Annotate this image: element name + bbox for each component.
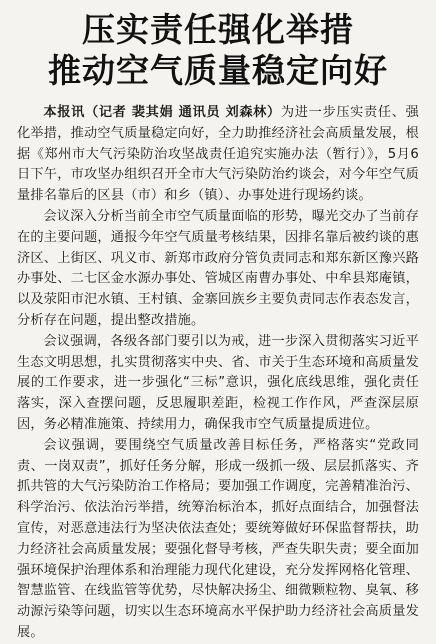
paragraph-1-text: 为进一步压实责任、强化举措，推动空气质量稳定向好，全力助推经济社会高质量发展，根据《郑州市大气污染防治攻坚战责任追究实施办法（暂行）》，5月6日下午，市攻坚办组织召开全市大气污染防治约谈会，对今年空气质量排名靠后的区县（市）和乡（镇）、办事处进行现场约谈。 [17, 105, 419, 204]
headline-line-1: 压实责任强化举措 [82, 10, 354, 49]
paragraph-4: 会议强调，要围绕空气质量改善目标任务，严格落实“党政同责、一岗双责”，抓好任务分解，形成一级抓一级、层层抓落实、齐抓共管的大气污染防治工作格局；要加强工作调度，完善精准治污、科学治污、依法治污举措，统筹治标治本，抓好点面结合，加强督法宣传，对恶意违法行为坚决依法查处；要统筹做好环保监督帮扶，助力经济社会高质量发展；要强化督导考核，严查失职失责；要全面加强环境保护治理体系和治理能力现代化建设，充分发挥网格化管理、智慧监管、在线监管等优势，尽快解决扬尘、细微颗粒物、臭氧、移动源污染等问题，切实以生态环境高水平保护助力经济社会高质量发展。 [17, 437, 419, 640]
byline: 本报讯（记者 裴其娟 通讯员 刘森林） [43, 105, 281, 120]
article-body [17, 103, 419, 644]
paragraph-3: 会议强调，各级各部门要引以为戒，进一步深入贯彻落实习近平生态文明思想，扎实贯彻落实中央、省、市关于生态环境和高质量发展的工作要求，进一步强化“三标”意识，强化底线思维，强化责任落实，深入查摆问题，反思履职差距，检视工作作风，严查深层原因，务必精准施策、持续用力，确保我市空气质量提质进位。 [17, 333, 419, 432]
paragraph-2: 会议深入分析当前全市空气质量面临的形势，曝光交办了当前存在的主要问题，通报今年空气质量考核结果，因排名靠后被约谈的惠济区、上街区、巩义市、新郑市政府分管负责同志和郑东新区豫兴路办事处、二七区金水源办事处、管城区南曹办事处、中牟县郑庵镇，以及荥阳市汜水镇、王村镇、金寨回族乡主要负责同志作表态发言，分析存在问题，提出整改措施。 [17, 208, 419, 328]
headline-line-2: 推动空气质量稳定向好 [48, 51, 388, 90]
paragraph-1 [17, 103, 419, 207]
